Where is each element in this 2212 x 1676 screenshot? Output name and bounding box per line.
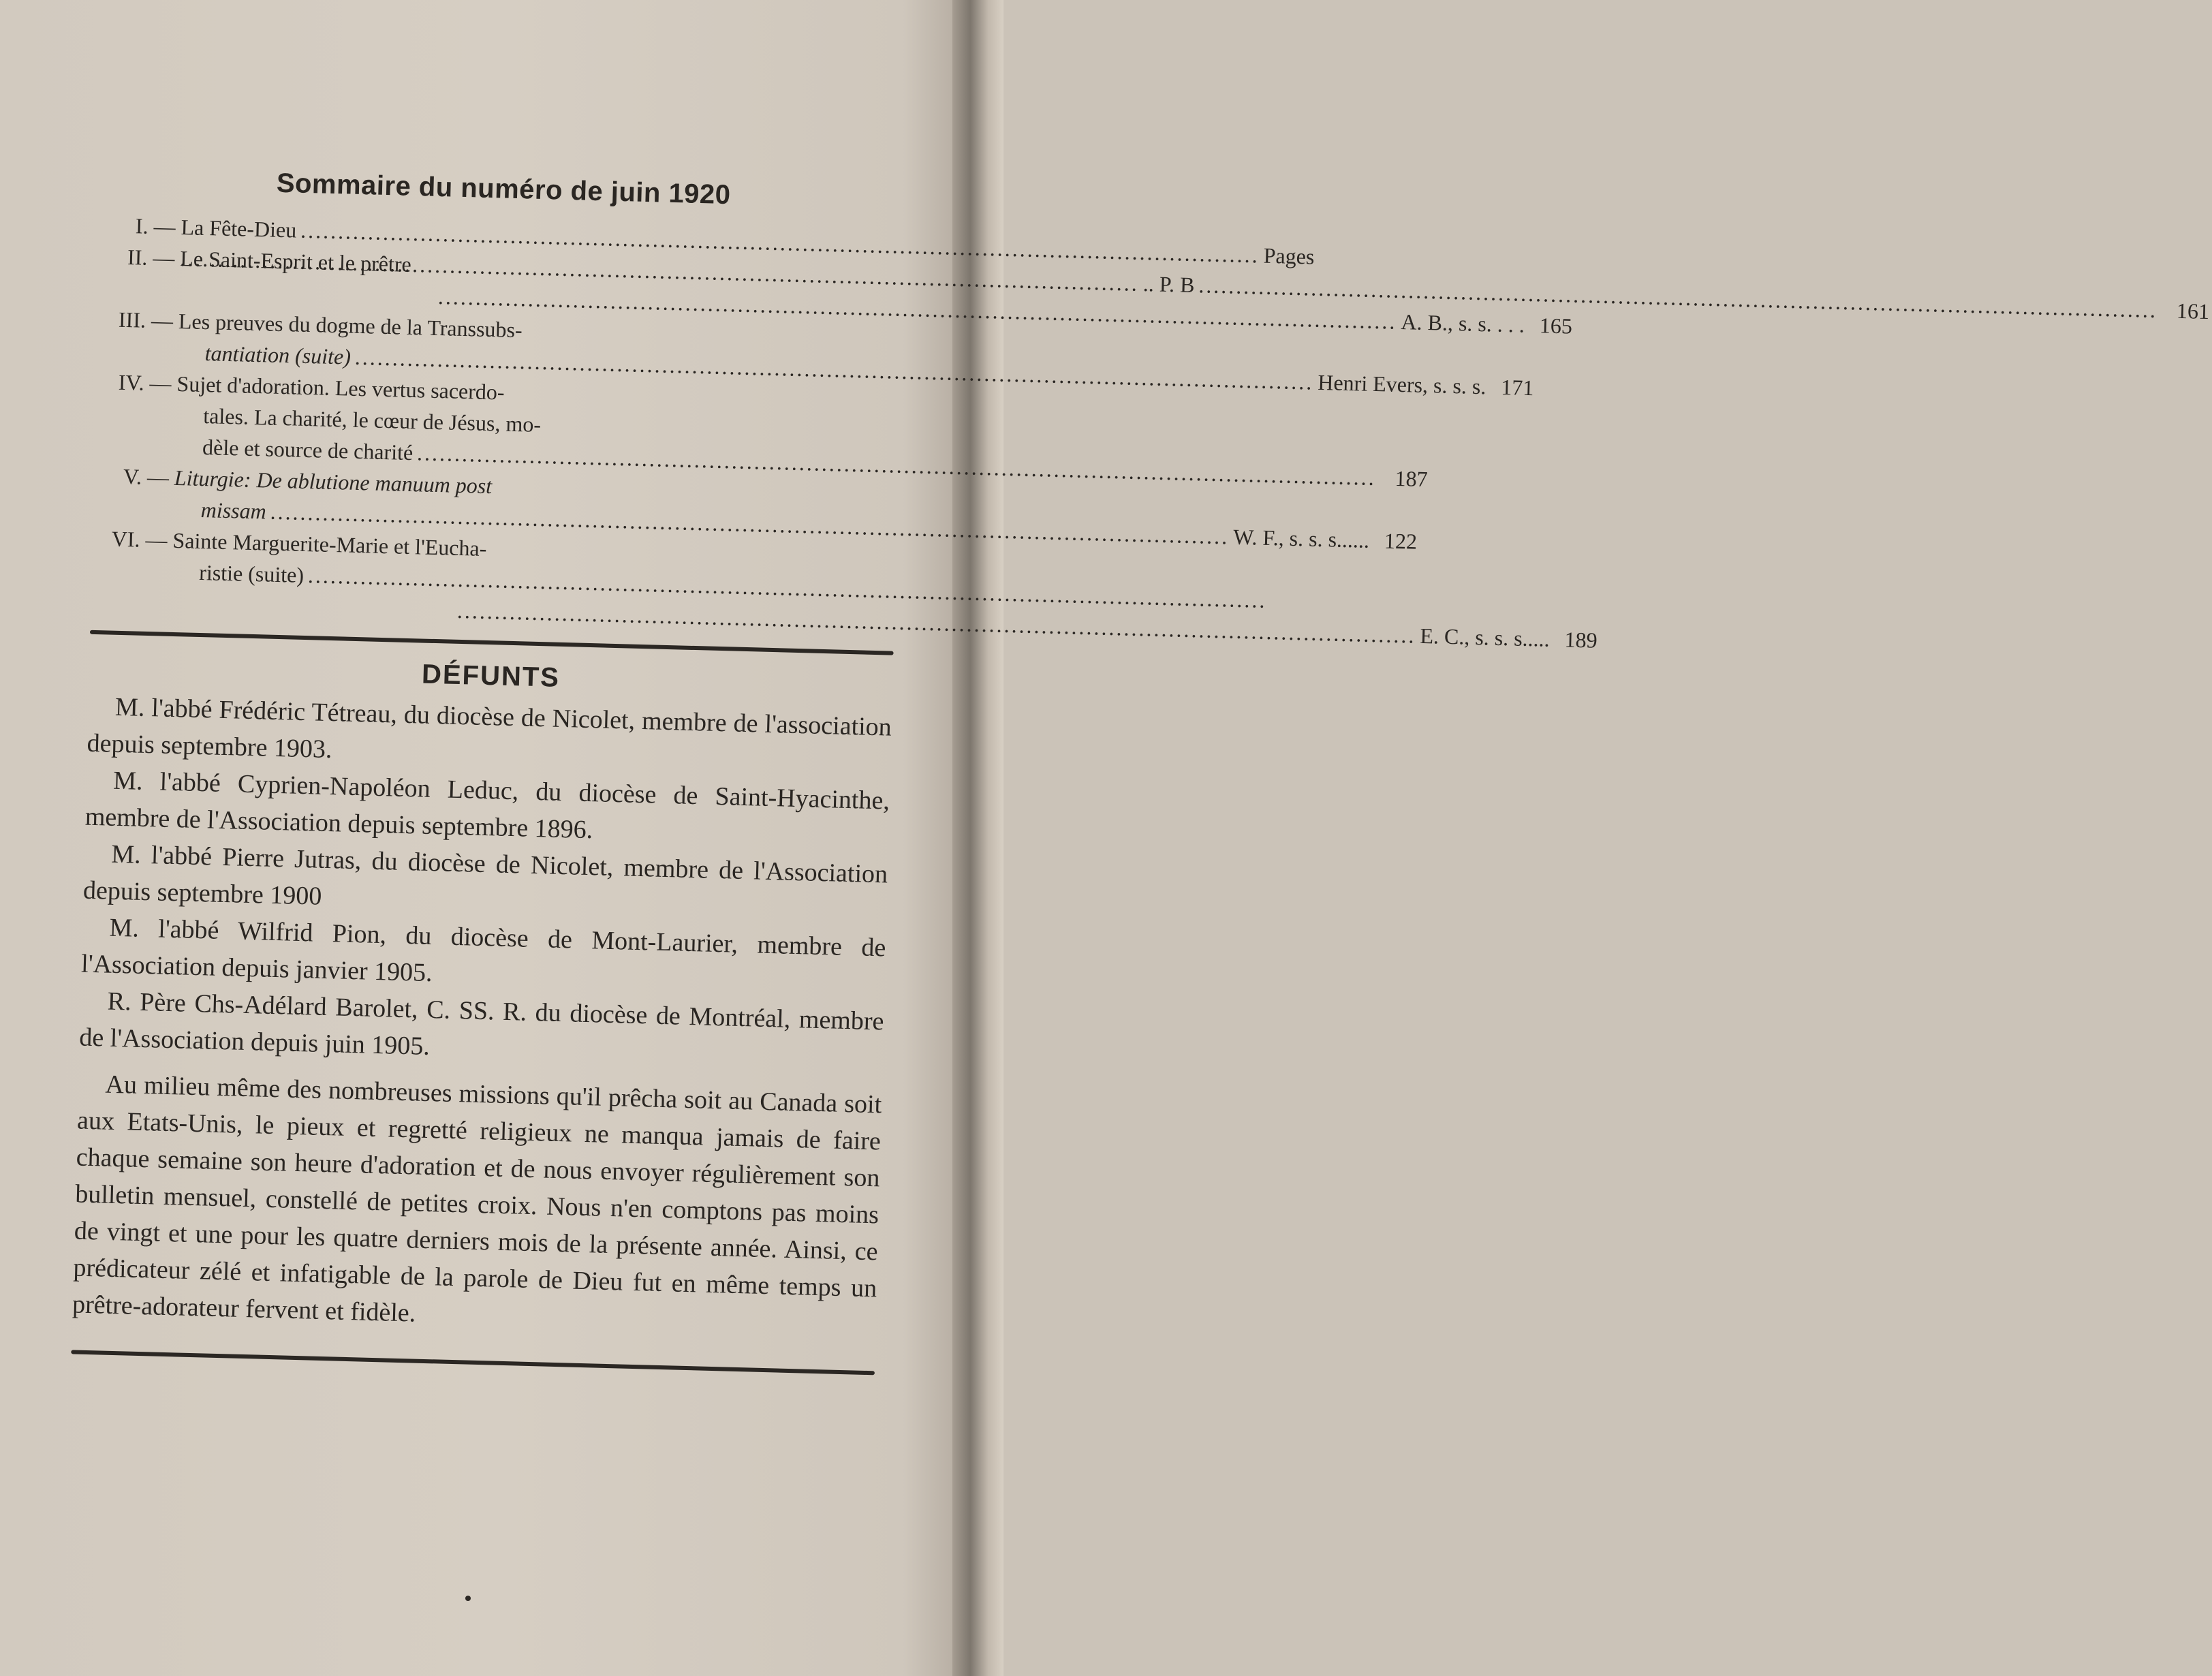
toc-entry-number: II. — [127, 245, 175, 270]
toc-title: Sommaire du numéro de juin 1920 [276, 168, 732, 211]
toc-list [91, 209, 2210, 653]
toc-entry-page: 161 [2176, 298, 2210, 324]
toc-entry-title: Liturgie: De ablutione manuum post [174, 465, 493, 499]
toc-entry-title-continued: ristie (suite) [198, 559, 305, 587]
toc-entry-title-continued: tales. La charité, le cœur de Jésus, mo- [202, 403, 542, 437]
toc-entry-author: .. P. B [1142, 271, 1195, 298]
toc-entry-page: 189 [1564, 627, 1598, 653]
toc-entry-title-continued: missam [200, 497, 267, 524]
toc-entry-page: 171 [1500, 374, 1534, 401]
ornament-dot [465, 1596, 471, 1601]
toc-entry-title-continued: tantiation (suite) [204, 341, 352, 369]
page-content [71, 164, 2210, 1391]
toc-entry-author: Henri Evers, s. s. s. [1317, 369, 1486, 399]
toc-entry-author: A. B., s. s. . . . [1401, 309, 1525, 337]
toc-entry-page: 187 [1395, 465, 1429, 492]
defunts-title: DÉFUNTS [421, 659, 561, 693]
toc-entry-page: 165 [1539, 313, 1573, 339]
toc-entry-number: IV. — [118, 369, 172, 396]
toc-entry-title: Sujet d'adoration. Les vertus sacerdo- [176, 371, 505, 405]
toc-entry-title: Les preuves du dogme de la Transsubs- [178, 309, 523, 343]
obituary-entry: M. l'abbé Pierre Jutras, du diocèse de Nicolet, membre de l'Association depuis septembre 1900 [82, 839, 888, 911]
toc-entry-number: V. — [123, 463, 170, 490]
obituary-entry: M. l'abbé Cyprien-Napoléon Leduc, du diocèse de Saint-Hyacinthe, membre de l'Association depuis septembre 1896. [84, 766, 890, 845]
toc-entry-title: Sainte Marguerite-Marie et l'Eucha- [172, 527, 487, 561]
toc-entry-title-continued: dèle et source de charité [202, 435, 414, 465]
toc-entry-author: W. F., s. s. s...... [1232, 524, 1370, 553]
toc-entry-page: 122 [1384, 528, 1418, 554]
tribute-paragraph: Au milieu même des nombreuses missions qu'il prêcha soit au Canada soit aux Etats-Unis, le pieux et regretté religieux ne manqua jamais de faire chaque semaine son heure d'adoration et de nous envoyer régulièrement son bulletin mensuel, constellé de petites croix. Nous n'en comptons pas moins de vingt et une pour les quatre derniers mois de la présente année. Ainsi, ce prédicateur zélé et infatigable de la parole de Dieu fut en même temps un prêtre-adorateur fervent et fidèle. [72, 1070, 882, 1328]
toc-entry-author: E. C., s. s. s..... [1420, 623, 1551, 651]
toc-pages-label: Pages [1263, 243, 1315, 269]
toc-entry-number: VI. — [111, 526, 168, 553]
obituary-entry: M. l'abbé Wilfrid Pion, du diocèse de Mont-Laurier, membre de l'Association depuis janvier 1905. [80, 913, 886, 988]
toc-entry-title: La Fête-Dieu [181, 215, 297, 243]
toc-entry-title: Le Saint-Esprit et le prêtre [179, 246, 412, 277]
obituary-entry: M. l'abbé Frédéric Tétreau, du diocèse de Nicolet, membre de l'association depuis septembre 1903. [87, 692, 892, 764]
toc-entry-number: III. — [118, 307, 174, 333]
bottom-divider [71, 1350, 875, 1375]
defunts-list [79, 688, 892, 1077]
toc-entry-number: I. — [135, 213, 176, 239]
obituary-entry: R. Père Chs-Adélard Barolet, C. SS. R. du diocèse de Montréal, membre de l'Association depuis juin 1905. [78, 987, 884, 1061]
